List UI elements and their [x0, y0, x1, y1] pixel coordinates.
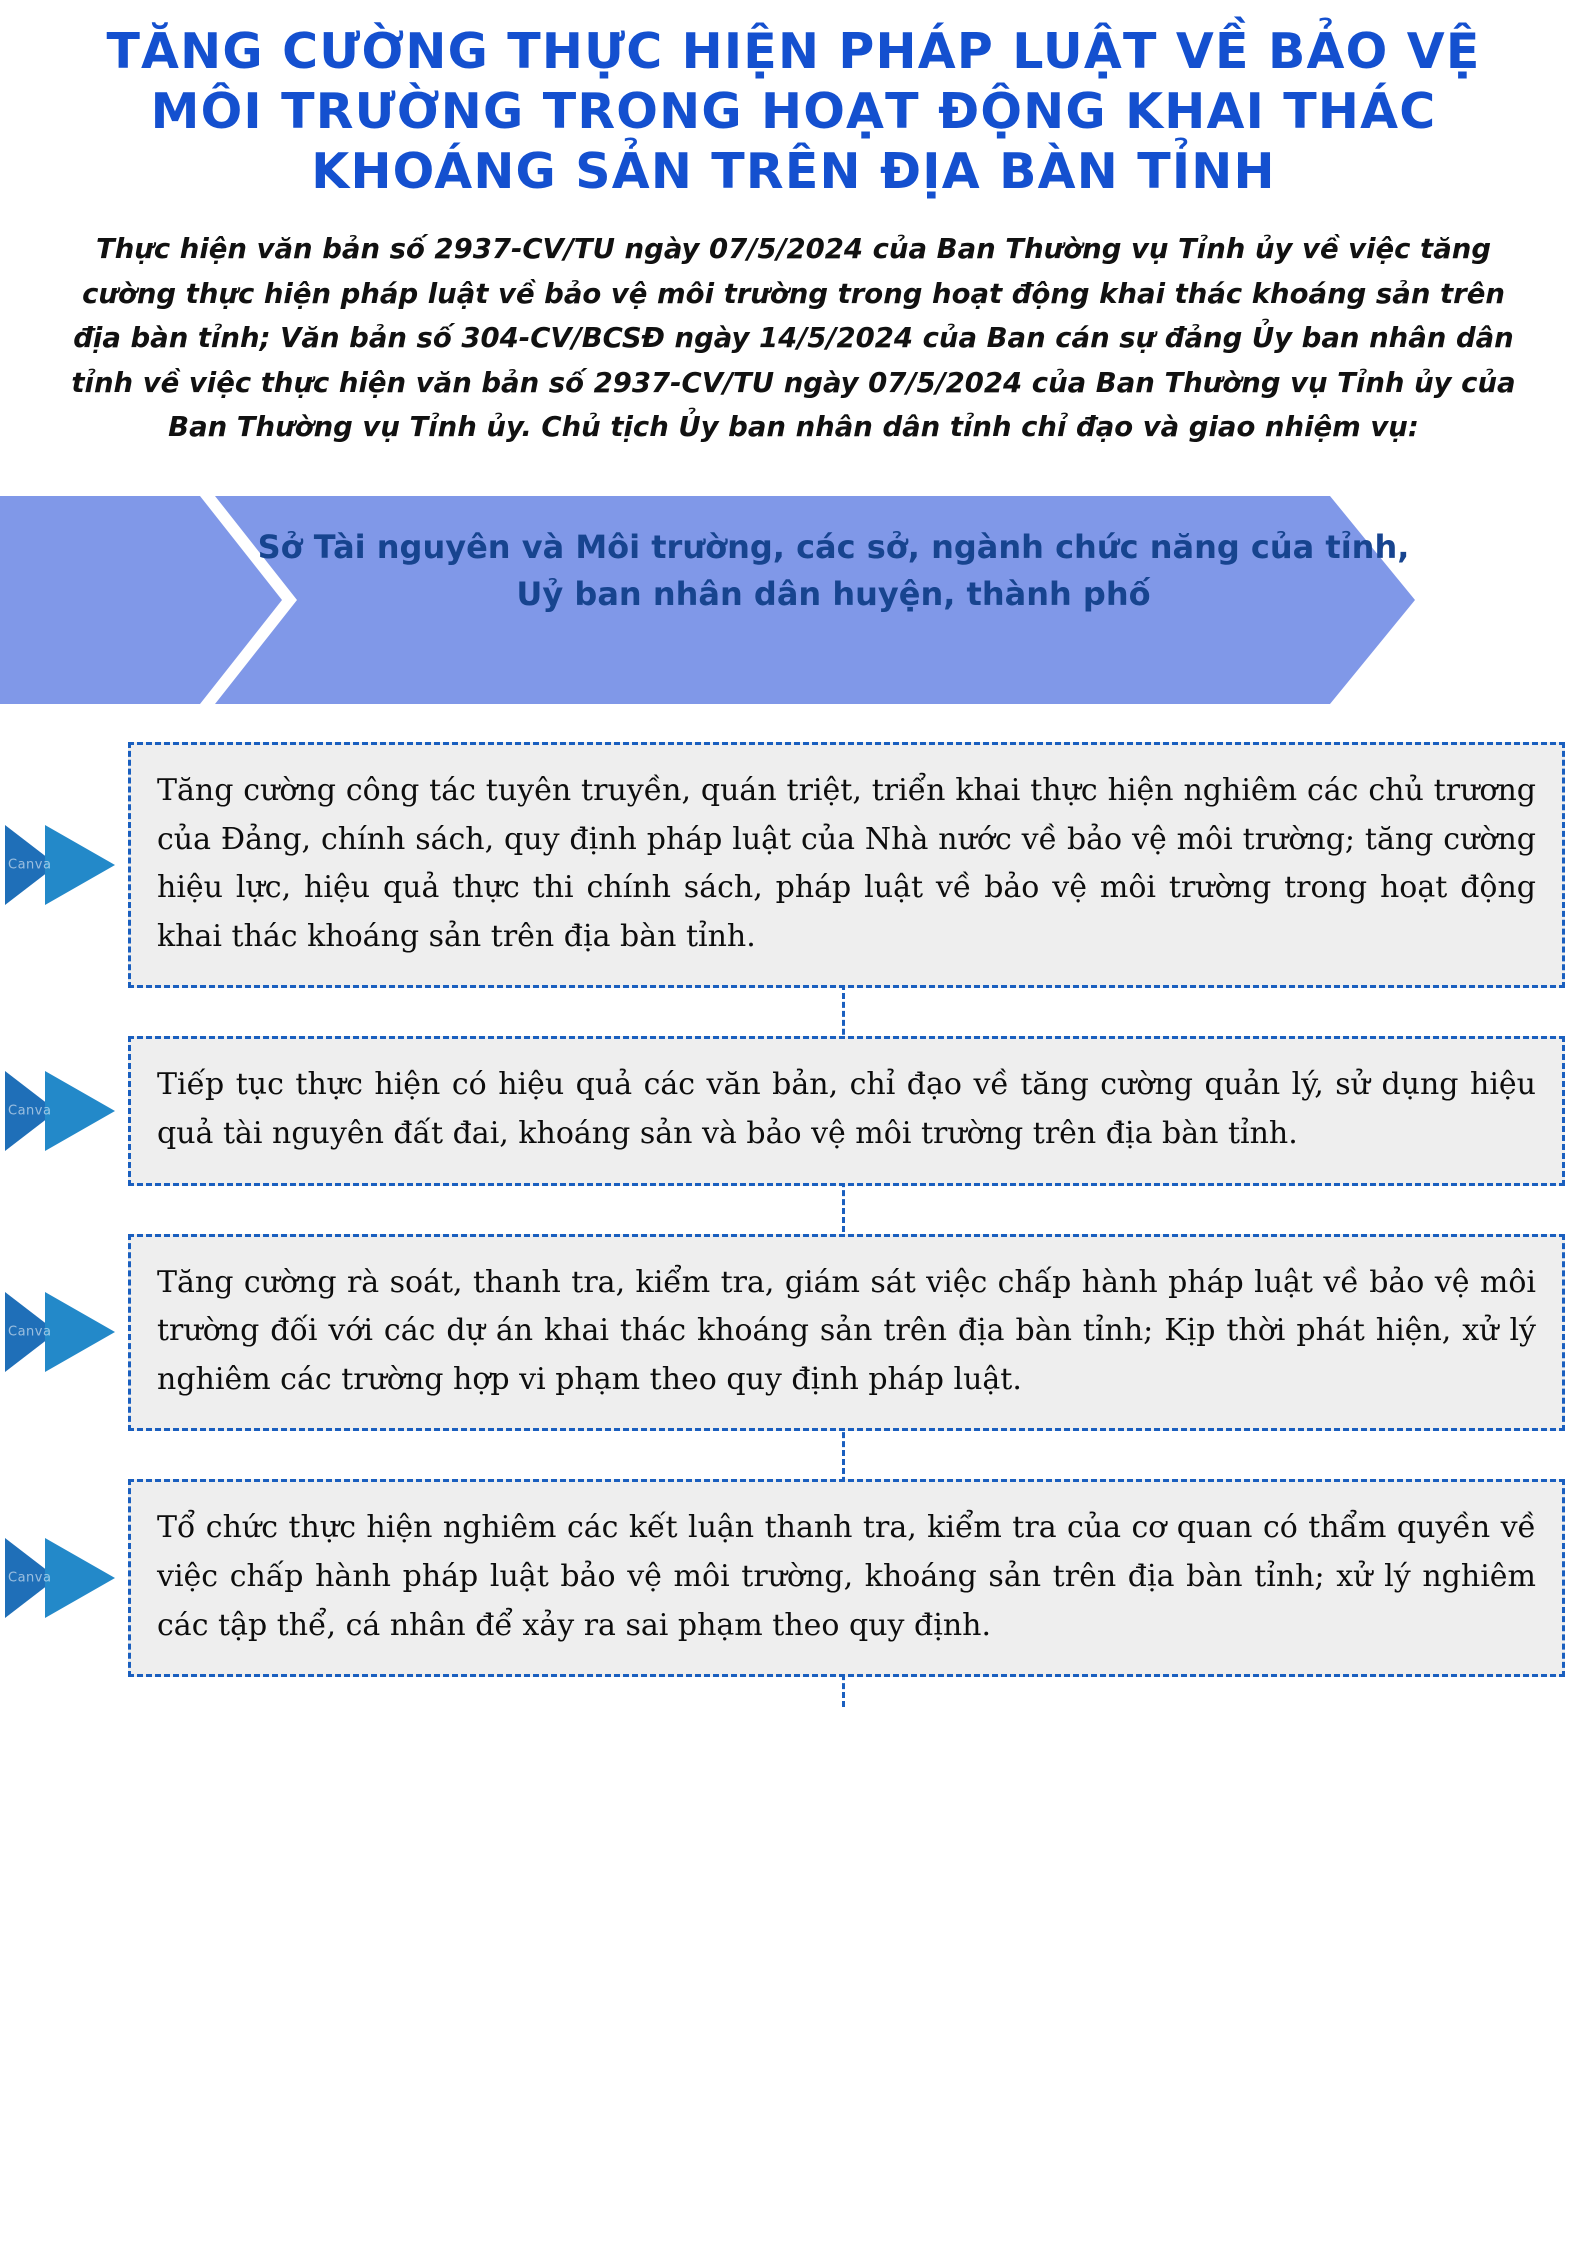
watermark-label: Canva: [8, 1570, 52, 1586]
chevron-right-icon: [5, 1065, 123, 1157]
task-card: [128, 1479, 1565, 1677]
list-item: [0, 1036, 1587, 1185]
list-item: [0, 742, 1587, 988]
list-item: [0, 1234, 1587, 1432]
watermark-label: Canva: [8, 1324, 52, 1340]
bullet-arrow-1: [0, 819, 128, 911]
bullet-arrow-2: [0, 1065, 128, 1157]
task-text: Tổ chức thực hiện nghiêm các kết luận thanh tra, kiểm tra của cơ quan có thẩm quyền về việc chấp hành pháp luật bảo vệ môi trường, khoáng sản trên địa bàn tỉnh; xử lý nghiêm các tập thể, cá nhân để xảy ra sai phạm theo quy định.: [157, 1510, 1536, 1643]
banner-text: Sở Tài nguyên và Môi trường, các sở, ngành chức năng của tỉnh, Uỷ ban nhân dân huyện, thành phố: [257, 528, 1410, 614]
bullet-arrow-3: [0, 1286, 128, 1378]
bullet-arrow-4: [0, 1532, 128, 1624]
watermark-label: Canva: [8, 857, 52, 873]
banner-arrow: [0, 496, 1587, 704]
task-list: [0, 742, 1587, 1707]
task-card: [128, 1234, 1565, 1432]
chevron-right-icon: [5, 1532, 123, 1624]
title-block: [0, 0, 1587, 201]
intro-paragraph: Thực hiện văn bản số 2937-CV/TU ngày 07/5/2024 của Ban Thường vụ Tỉnh ủy về việc tăng cường thực hiện pháp luật về bảo vệ môi trường trong hoạt động khai thác khoáng sản trên địa bàn tỉnh; Văn bản số 304-CV/BCSĐ ngày 14/5/2024 của Ban cán sự đảng Ủy ban nhân dân tỉnh về việc thực hiện văn bản số 2937-CV/TU ngày 07/5/2024 của Ban Thường vụ Tỉnh ủy của Ban Thường vụ Tỉnh ủy. Chủ tịch Ủy ban nhân dân tỉnh chỉ đạo và giao nhiệm vụ:: [71, 233, 1516, 444]
task-card: [128, 742, 1565, 988]
task-card: [128, 1036, 1565, 1185]
list-item: [0, 1479, 1587, 1677]
page-title: TĂNG CƯỜNG THỰC HIỆN PHÁP LUẬT VỀ BẢO VỆ MÔI TRƯỜNG TRONG HOẠT ĐỘNG KHAI THÁC KHOÁNG SẢN TRÊN ĐỊA BÀN TỈNH: [106, 23, 1481, 200]
task-text: Tiếp tục thực hiện có hiệu quả các văn bản, chỉ đạo về tăng cường quản lý, sử dụng hiệu quả tài nguyên đất đai, khoáng sản và bảo vệ môi trường trên địa bàn tỉnh.: [157, 1067, 1536, 1151]
watermark-label: Canva: [8, 1103, 52, 1119]
task-text: Tăng cường công tác tuyên truyền, quán triệt, triển khai thực hiện nghiêm các chủ trương của Đảng, chính sách, quy định pháp luật của Nhà nước về bảo vệ môi trường; tăng cường hiệu lực, hiệu quả thực thi chính sách, pháp luật về bảo vệ môi trường trong hoạt động khai thác khoáng sản trên địa bàn tỉnh.: [157, 773, 1536, 954]
chevron-right-icon: [5, 1286, 123, 1378]
chevron-right-icon: [5, 819, 123, 911]
task-text: Tăng cường rà soát, thanh tra, kiểm tra, giám sát việc chấp hành pháp luật về bảo vệ môi trường đối với các dự án khai thác khoáng sản trên địa bàn tỉnh; Kịp thời phát hiện, xử lý nghiêm các trường hợp vi phạm theo quy định pháp luật.: [157, 1264, 1536, 1397]
